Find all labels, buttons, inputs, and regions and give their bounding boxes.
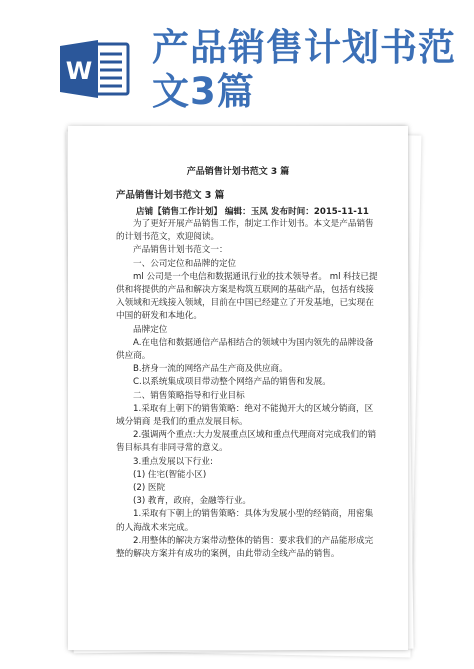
header <box>0 0 474 118</box>
paragraph: 1.采取有下朝上的销售策略：具体为发展小型的经销商，用密集的人海战术来完成。 <box>116 509 374 533</box>
page-title-line1: 产品销售计划书范 <box>152 26 456 69</box>
paragraph: (3) 教育，政府，金融等行业。 <box>133 496 252 507</box>
paragraph: (2) 医院 <box>133 483 166 494</box>
paragraph: 3.重点发展以下行业: <box>133 456 213 467</box>
document-meta: 店铺【销售工作计划】 编辑：玉凤 发布时间：2015-11-11 <box>136 207 369 217</box>
document-title: 产品销售计划书范文 3 篇 <box>186 167 290 177</box>
paragraph: 品牌定位 <box>133 324 168 335</box>
document-preview <box>68 126 414 656</box>
paragraph: 2.用整体的解决方案带动整体的销售：要求我们的产品能形成完整的解决方案并有成功的案例，由此带动全线产品的销售。 <box>116 535 374 560</box>
paragraph: 产品销售计划书范文一： <box>133 245 228 256</box>
paragraph: B.挤身一流的网络产品生产商及供应商。 <box>133 364 288 375</box>
paragraph: ml 公司是一个电信和数据通讯行业的技术领导者。 ml 科技已提供和将提供的产品和解决方案是构筑互联网的基础产品，包括有线接入领域和无线接入领域，目前在中国已经建立了开发基地，已实现在中国的研发和本地化。 <box>116 271 378 322</box>
paragraph: 为了更好开展产品销售工作，制定工作计划书。本文是产品销售的计划书范文，欢迎阅读。 <box>116 219 374 243</box>
paragraph: C.以系统集成项目带动整个网络产品的销售和发展。 <box>133 377 331 388</box>
document-subtitle: 产品销售计划书范文 3 篇 <box>116 190 225 201</box>
word-doc-icon <box>60 38 130 100</box>
paragraph: 1.采取有上朝下的销售策略：绝对不能抛开大的区域分销商，区域分销商 是我们的重点发展目标。 <box>116 403 374 428</box>
svg-text:W: W <box>65 57 93 85</box>
paragraph: 二、销售策略指导和行业目标 <box>133 390 245 401</box>
page-title <box>152 26 462 114</box>
paragraph: A.在电信和数据通信产品相结合的领域中为国内领先的品牌设备供应商。 <box>116 337 374 362</box>
paragraph: 2.强调两个重点:大力发展重点区域和重点代理商对完成我们的销售目标具有非同寻常的意义。 <box>116 430 377 454</box>
document-page <box>68 126 408 650</box>
page-title-line2: 文3篇 <box>152 70 255 113</box>
paragraph: (1) 住宅(智能小区) <box>133 469 207 480</box>
paragraph: 一、公司定位和品牌的定位 <box>133 258 237 269</box>
document-body <box>116 218 378 561</box>
